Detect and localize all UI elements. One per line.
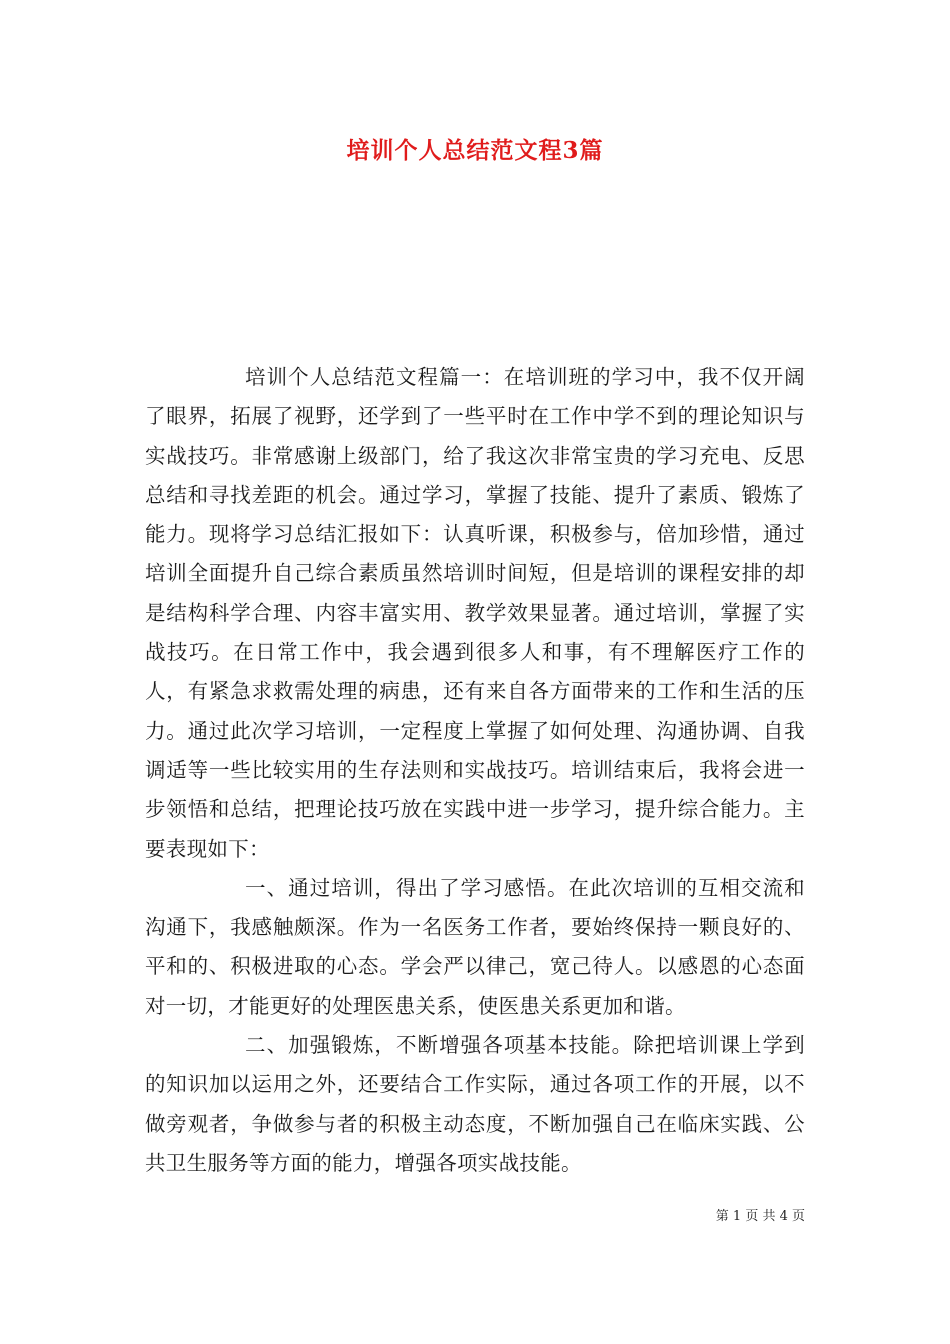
paragraph-2: 一、通过培训，得出了学习感悟。在此次培训的互相交流和沟通下，我感触颇深。作为一名医务工作者，要始终保持一颗良好的、平和的、积极进取的心态。学会严以律己，宽己待人。以感恩的心态面对一切，才能更好的处理医患关系，使医患关系更加和谐。 [145, 875, 805, 1018]
document-title: 培训个人总结范文程3篇 [346, 137, 604, 164]
paragraph-1: 培训个人总结范文程篇一：在培训班的学习中，我不仅开阔了眼界，拓展了视野，还学到了一些平时在工作中学不到的理论知识与实战技巧。非常感谢上级部门，给了我这次非常宝贵的学习充电、反思总结和寻找差距的机会。通过学习，掌握了技能、提升了素质、锻炼了能力。现将学习总结汇报如下：认真听课，积极参与，倍加珍惜，通过培训全面提升自己综合素质虽然培训时间短，但是培训的课程安排的却是结构科学合理、内容丰富实用、教学效果显著。通过培训，掌握了实战技巧。在日常工作中，我会遇到很多人和事，有不理解医疗工作的人，有紧急求救需处理的病患，还有来自各方面带来的工作和生活的压力。通过此次学习培训，一定程度上掌握了如何处理、沟通协调、自我调适等一些比较实用的生存法则和实战技巧。培训结束后，我将会进一步领悟和总结，把理论技巧放在实践中进一步学习，提升综合能力。主要表现如下： [145, 365, 805, 861]
document-body [145, 358, 805, 1183]
page-number-footer: 第 1 页 共 4 页 [715, 1209, 805, 1224]
paragraph-3: 二、加强锻炼，不断增强各项基本技能。除把培训课上学到的知识加以运用之外，还要结合工作实际，通过各项工作的开展，以不做旁观者，争做参与者的积极主动态度，不断加强自己在临床实践、公共卫生服务等方面的能力，增强各项实战技能。 [145, 1033, 805, 1175]
